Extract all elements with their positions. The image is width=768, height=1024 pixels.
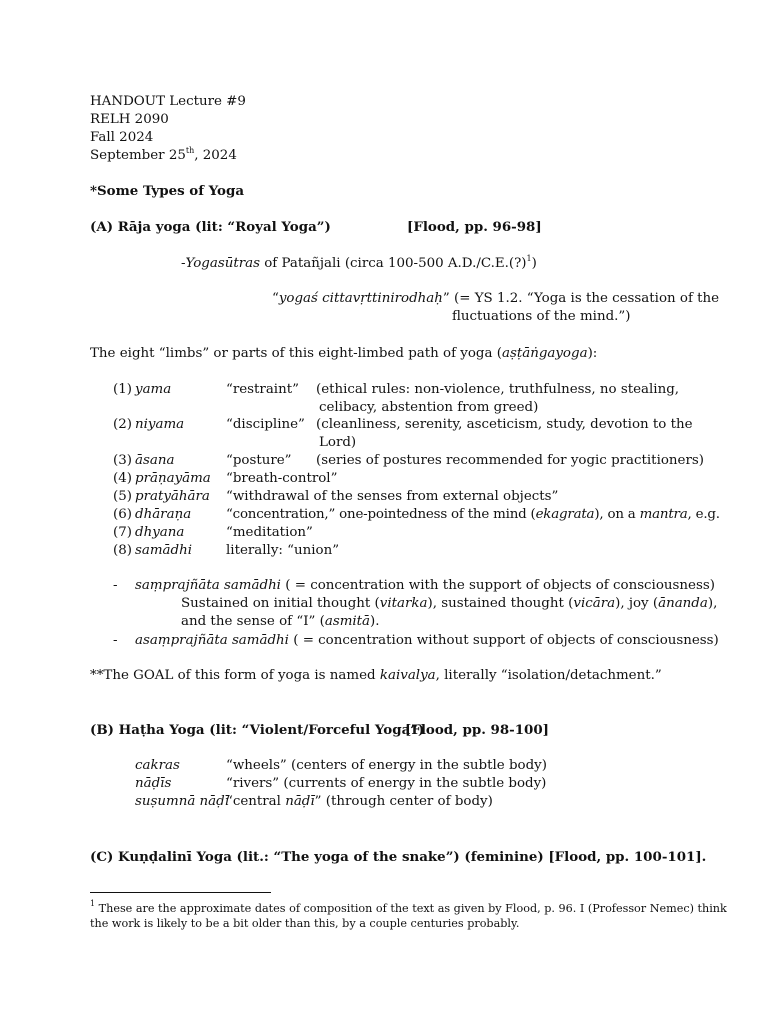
asamprajnata-line: asaṃprajñāta samādhi ( = concentration without support of objects of consciousness) [135, 633, 719, 648]
footnote-line-2: the work is likely to be a bit older than this, by a couple centuries probably. [90, 917, 520, 930]
footnote-ref: 1 [526, 253, 532, 263]
sutra-quote-cont: fluctuations of the mind.”) [452, 309, 631, 324]
sutra-quote: “yogaś cittavṛttinirodhaḥ” (= YS 1.2. “Yoga is the cessation of the [272, 291, 720, 306]
hatha-gloss: “wheels” (centers of energy in the subtle body) [226, 758, 547, 773]
limb-number: (8) [113, 543, 132, 558]
bullet-dash: - [113, 633, 118, 648]
limbs-intro: The eight “limbs” or parts of this eight-limbed path of yoga (aṣṭāṅgayoga): [90, 346, 598, 361]
limb-gloss: “restraint” [226, 382, 299, 397]
limb-description-cont: celibacy, abstention from greed) [319, 400, 539, 415]
hatha-term: nāḍīs [135, 776, 172, 791]
limb-term: prāṇayāma [135, 471, 211, 486]
limb-number: (3) [113, 453, 132, 468]
limb-number: (6) [113, 507, 132, 522]
hatha-reference: [Flood, pp. 98-100] [405, 722, 550, 738]
limb-gloss: “withdrawal of the senses from external objects” [226, 489, 559, 504]
hatha-heading: (B) Haṭha Yoga (lit: “Violent/Forceful Yoga”) [90, 722, 425, 738]
limb-term: pratyāhāra [135, 489, 210, 504]
raja-heading: (A) Rāja yoga (lit: “Royal Yoga”) [90, 219, 331, 235]
limb-gloss: “breath-control” [226, 471, 338, 486]
limb-gloss: “discipline” [226, 417, 305, 432]
limb-description-cont: Lord) [319, 435, 357, 450]
limb-number: (4) [113, 471, 132, 486]
footnote-line-1: $^1$ These are the approximate dates of composition of the text as given by Flood, p. 96. I (Professor Nemec) think [90, 899, 727, 915]
hatha-term: suṣumnā nāḍī [135, 794, 230, 809]
limb-term: dhāraṇa [135, 507, 192, 522]
raja-reference: [Flood, pp. 96-98] [407, 219, 542, 235]
footnote-mark: 1 [90, 899, 96, 909]
limb-term: samādhi [135, 543, 193, 558]
header-course: RELH 2090 [90, 112, 169, 127]
goal-line: **The GOAL of this form of yoga is named kaivalya, literally “isolation/detachment.” [90, 668, 662, 683]
limb-number: (1) [113, 382, 132, 397]
limb-description: (cleanliness, serenity, asceticism, study, devotion to the [316, 417, 693, 432]
limb-number: (5) [113, 489, 132, 504]
limb-term: niyama [135, 417, 185, 432]
hatha-gloss: “central nāḍī” (through center of body) [226, 794, 493, 809]
samprajnata-line: saṃprajñāta samādhi ( = concentration with the support of objects of consciousness) [135, 578, 715, 593]
kundalini-heading: (C) Kuṇḍalinī Yoga (lit.: “The yoga of the snake”) (feminine) [Flood, pp. 100-101]. [90, 849, 707, 865]
hatha-gloss: “rivers” (currents of energy in the subtle body) [226, 776, 547, 791]
footnote-separator [90, 892, 271, 893]
limb-term: yama [135, 382, 172, 397]
limb-gloss: “concentration,” one-pointedness of the mind (ekagrata), on a mantra, e.g. [226, 507, 720, 522]
header-lecture: HANDOUT Lecture #9 [90, 94, 246, 109]
limb-term: dhyana [135, 525, 185, 540]
hatha-term: cakras [135, 758, 180, 773]
header-date: September 25th, 2024 [90, 145, 237, 163]
limb-gloss: literally: “union” [226, 543, 340, 558]
section-title: *Some Types of Yoga [90, 183, 245, 199]
limb-term: āsana [135, 453, 175, 468]
header-term: Fall 2024 [90, 130, 154, 145]
samprajnata-line-2: Sustained on initial thought (vitarka), sustained thought (vicāra), joy (ānanda), [181, 596, 718, 611]
limb-number: (2) [113, 417, 132, 432]
limb-number: (7) [113, 525, 132, 540]
limb-description: (series of postures recommended for yogic practitioners) [316, 453, 704, 468]
limb-gloss: “meditation” [226, 525, 313, 540]
samprajnata-line-3: and the sense of “I” (asmitā). [181, 614, 380, 629]
limb-gloss: “posture” [226, 453, 292, 468]
bullet-dash: - [113, 578, 118, 593]
limb-description: (ethical rules: non-violence, truthfulness, no stealing, [316, 382, 680, 397]
yogasutras-line: -Yogasūtras of Patañjali (circa 100-500 A.D./C.E.(?)$^1$) [181, 253, 537, 271]
